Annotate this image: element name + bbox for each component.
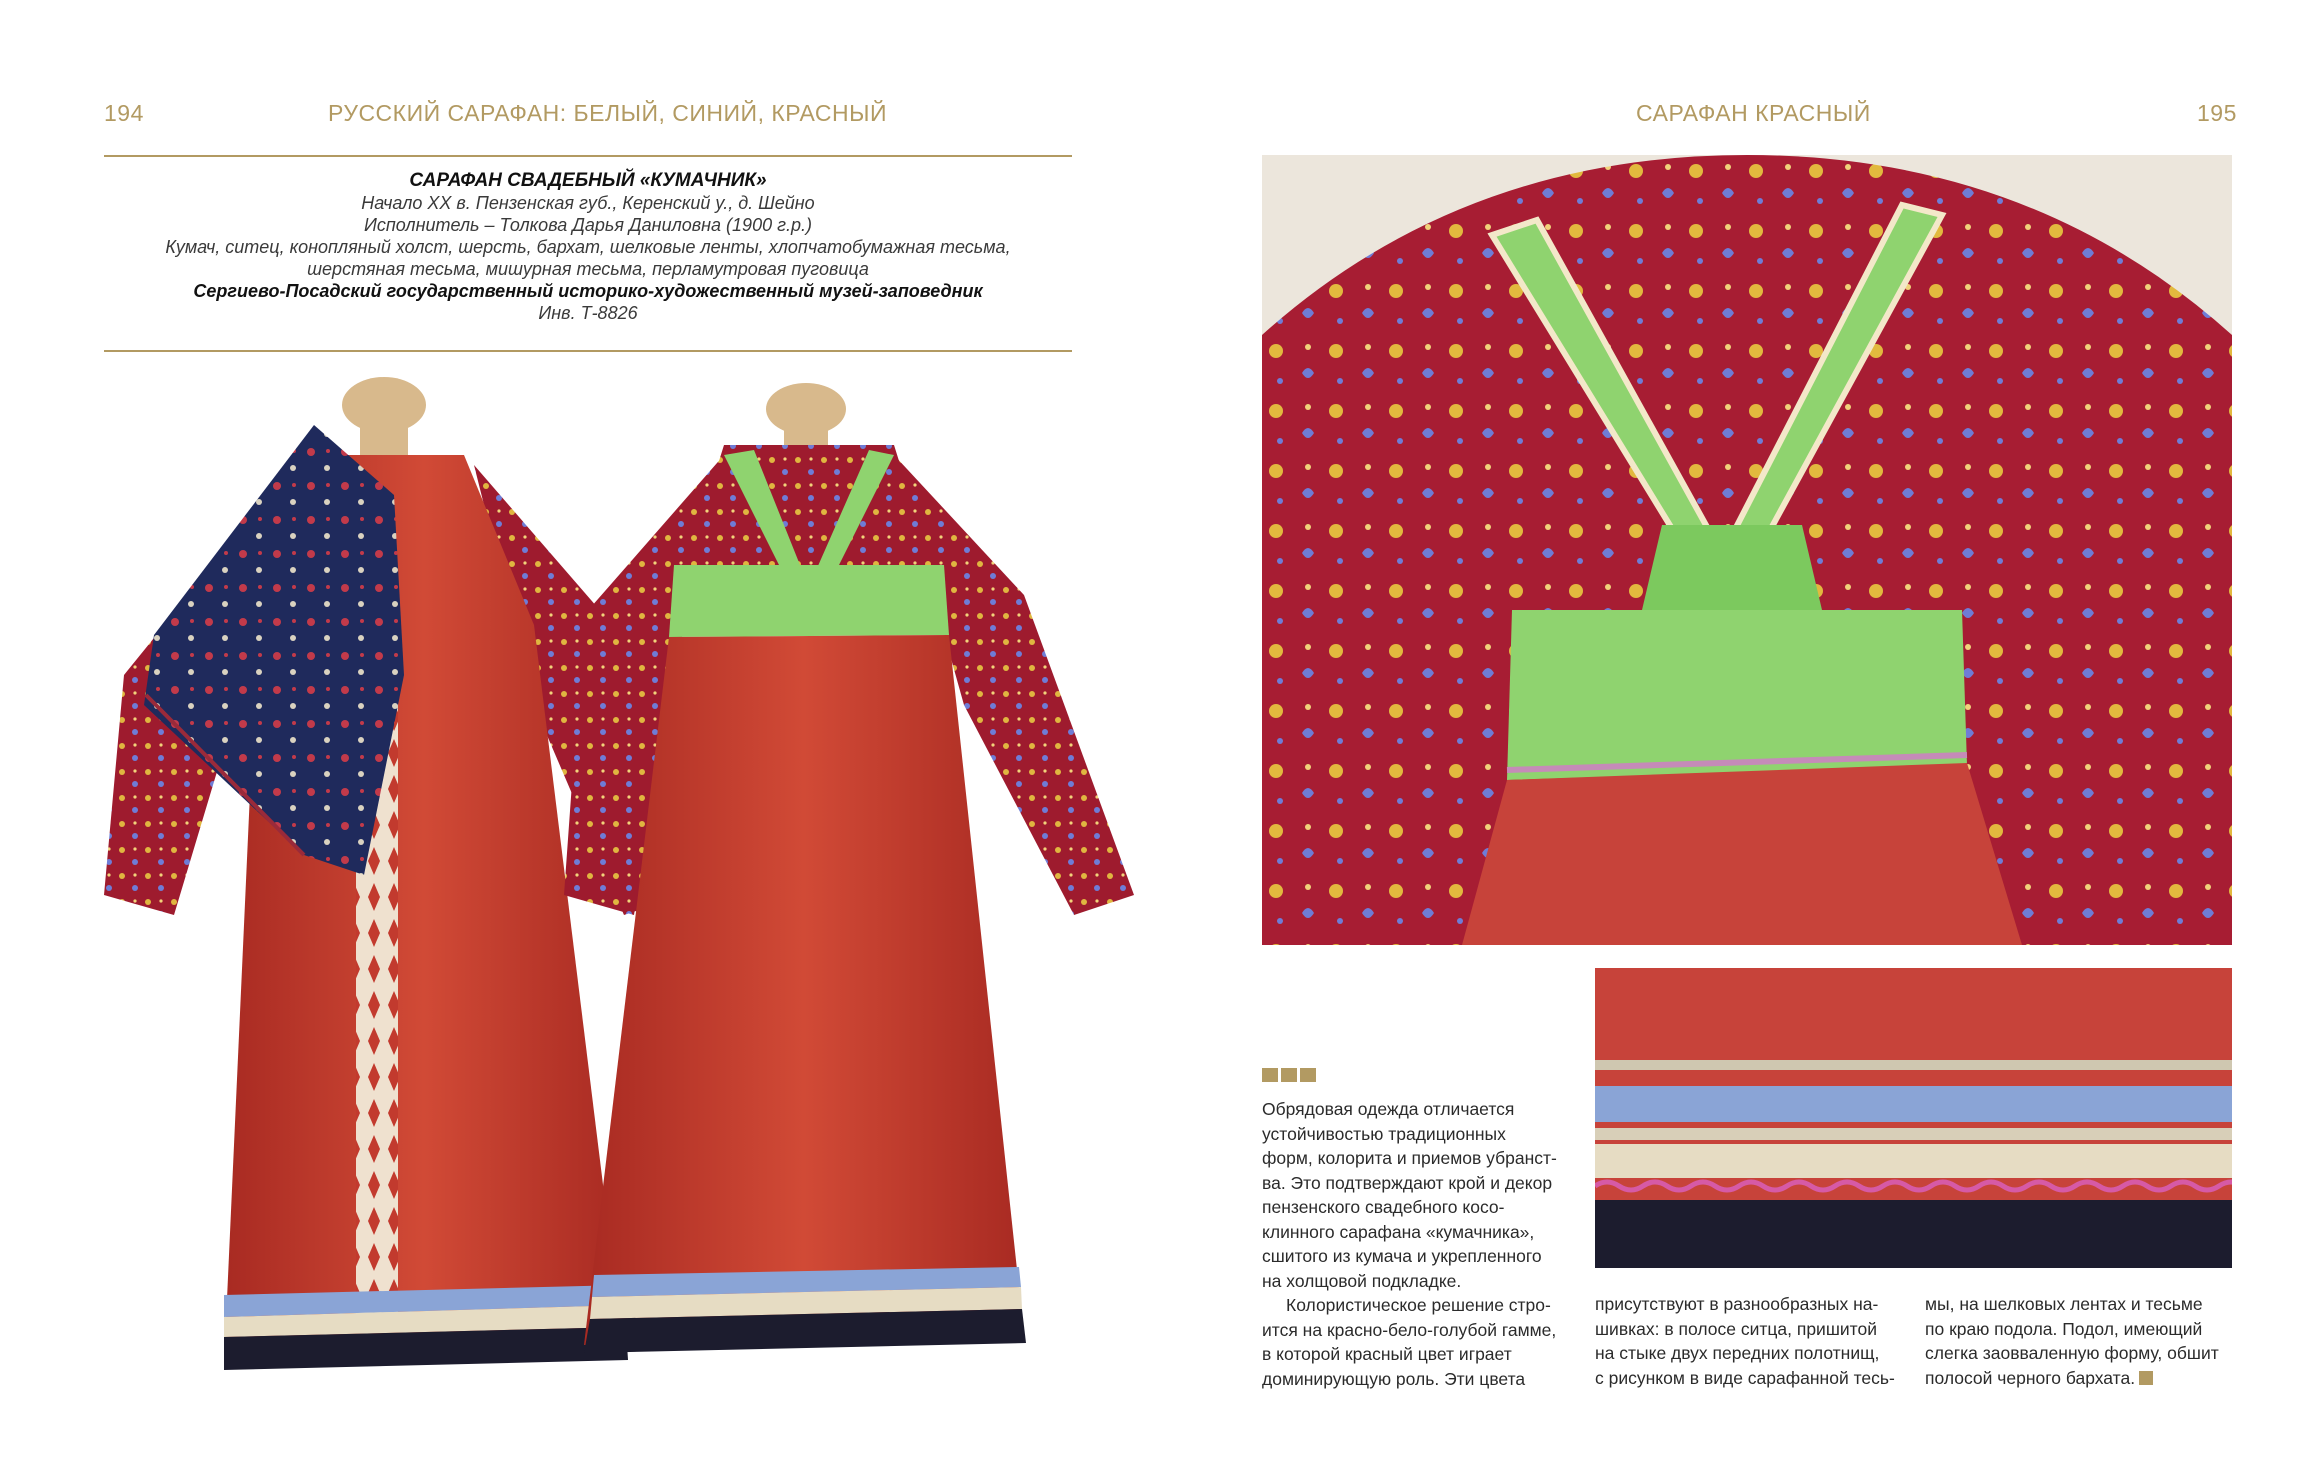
text-line: ится на красно-бело-голубой гамме, xyxy=(1262,1319,1557,1340)
caption-bottom-rule xyxy=(104,350,1072,352)
caption-museum: Сергиево-Посадский государственный историко-художественный музей-заповедник xyxy=(193,281,983,301)
sarafan-front-back-photo xyxy=(64,375,1136,1405)
text-line: присутствуют в разнообразных на- xyxy=(1595,1294,1879,1314)
text-line: шивках: в полосе ситца, пришитой xyxy=(1595,1318,1877,1339)
left-running-title: РУССКИЙ САРАФАН: БЕЛЫЙ, СИНИЙ, КРАСНЫЙ xyxy=(328,100,887,126)
text-line-end: полосой черного бархата. xyxy=(1925,1367,2136,1388)
text-column-2 xyxy=(1595,1292,1895,1390)
caption-materials-2: шерстяная тесьма, мишурная тесьма, перламутровая пуговица xyxy=(307,259,869,279)
text-line: по краю подола. Подол, имеющий xyxy=(1925,1318,2203,1339)
text-line: пензенского свадебного косо- xyxy=(1262,1197,1505,1217)
text-line: с рисунком в виде сарафанной тесь- xyxy=(1595,1367,1895,1388)
caption-maker: Исполнитель – Толкова Дарья Даниловна (1900 г.р.) xyxy=(364,215,812,235)
text-line: доминирующую роль. Эти цвета xyxy=(1262,1368,1526,1389)
back-closeup-photo xyxy=(1262,155,2232,945)
caption-materials-1: Кумач, ситец, конопляный холст, шерсть, бархат, шелковые ленты, хлопчатобумажная тесьма, xyxy=(165,237,1011,257)
text-column-1 xyxy=(1262,1097,1572,1391)
right-page-number: 195 xyxy=(2197,100,2237,126)
text-column-3 xyxy=(1925,1292,2230,1390)
text-line: на холщовой подкладке. xyxy=(1262,1270,1462,1291)
text-line: форм, колорита и приемов убранст- xyxy=(1262,1148,1557,1168)
text-line: клинного сарафана «кумачника», xyxy=(1262,1221,1535,1242)
hem-closeup-photo xyxy=(1595,968,2232,1268)
text-line: ва. Это подтверждают крой и декор xyxy=(1262,1172,1553,1193)
text-ornament-icon xyxy=(1262,1068,1319,1087)
caption-inventory: Инв. Т-8826 xyxy=(538,303,638,323)
caption-date-place: Начало XX в. Пензенская губ., Керенский у., д. Шейно xyxy=(361,193,815,213)
text-line: на стыке двух передних полотнищ, xyxy=(1595,1343,1880,1363)
caption-title: САРАФАН СВАДЕБНЫЙ «КУМАЧНИК» xyxy=(409,170,767,191)
text-line: устойчивостью традиционных xyxy=(1262,1123,1506,1144)
text-line-last xyxy=(1925,1366,2230,1391)
text-line: мы, на шелковых лентах и тесьме xyxy=(1925,1294,2203,1314)
caption-block xyxy=(104,170,1072,324)
text-line: Обрядовая одежда отличается xyxy=(1262,1099,1515,1119)
back-view xyxy=(564,383,1134,1353)
text-line: слегка заовваленную форму, обшит xyxy=(1925,1343,2219,1363)
text-line: в которой красный цвет играет xyxy=(1262,1344,1512,1364)
text-line: сшитого из кумача и укрепленного xyxy=(1262,1246,1542,1266)
left-page-number: 194 xyxy=(104,100,144,126)
right-running-title: САРАФАН КРАСНЫЙ xyxy=(1636,100,1871,126)
caption-top-rule xyxy=(104,155,1072,157)
end-of-text-icon xyxy=(2139,1371,2153,1385)
text-line: Колористическое решение стро- xyxy=(1286,1295,1551,1315)
